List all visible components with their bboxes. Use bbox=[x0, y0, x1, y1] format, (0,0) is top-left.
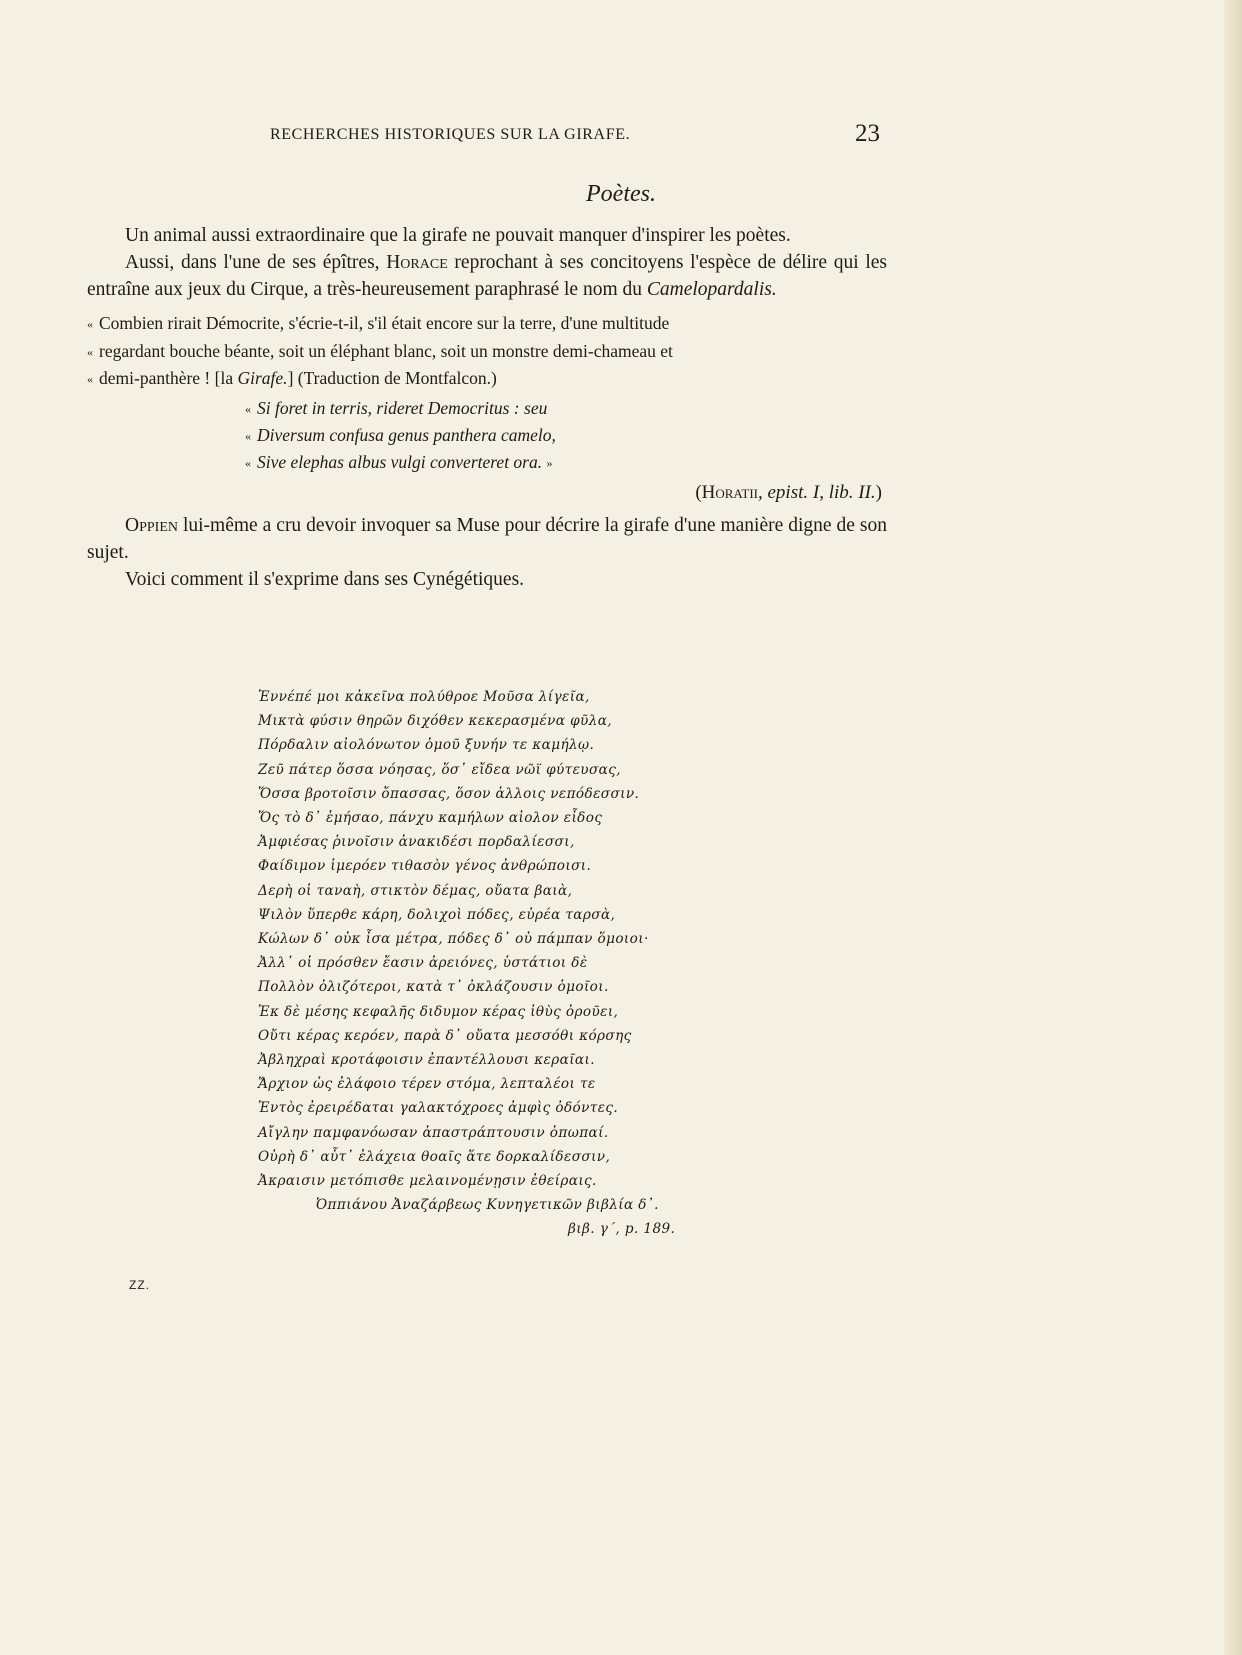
quote-mark: « bbox=[245, 455, 251, 470]
latin-line: « Diversum confusa genus panthera camelo, bbox=[245, 424, 556, 445]
paragraph-horace-text-after: reprochant à ses concitoyens l'espèce de délire qui les entraîne aux jeux du Cirque, a très-heureusement paraphrasé le nom du bbox=[87, 252, 887, 300]
greek-line: Ἐντὸς ἐρειρέδαται γαλακτόχροες ἀμφὶς ὀδόντες. bbox=[258, 1100, 619, 1117]
greek-line: Οὔτι κέρας κερόεν, παρὰ δ᾽ οὔατα μεσσόθι κόρσης bbox=[258, 1027, 632, 1044]
greek-line: Φαίδιμον ἱμερόεν τιθασὸν γένος ἀνθρώποισι. bbox=[258, 858, 592, 875]
running-head: RECHERCHES HISTORIQUES SUR LA GIRAFE. bbox=[270, 126, 631, 143]
paragraph-oppien: Oppien lui-même a cru devoir invoquer sa Muse pour décrire la girafe d'une manière digne de son sujet. bbox=[87, 514, 887, 563]
latin-line: « Si foret in terris, rideret Democritus : seu bbox=[245, 397, 548, 418]
greek-line: Ψιλὸν ὕπερθε κάρη, δολιχοὶ πόδες, εὐρέα ταρσὰ, bbox=[258, 906, 616, 923]
greek-verse bbox=[258, 685, 838, 1242]
greek-line: Ἀμφιέσας ῥινοῖσιν ἀνακιδέσι πορδαλίεσσι, bbox=[258, 834, 575, 851]
paragraph-horace bbox=[87, 249, 887, 303]
greek-line: Μικτὰ φύσιν θηρῶν διχόθεν κεκερασμένα φῦλα, bbox=[258, 713, 613, 730]
latin-line: « Sive elephas albus vulgi converteret ora. » bbox=[245, 451, 553, 472]
term-camelopardalis: Camelopardalis. bbox=[646, 279, 777, 300]
quote-line: « regardant bouche béante, soit un éléphant blanc, soit un monstre demi-chameau et bbox=[87, 340, 673, 361]
page-edge bbox=[1224, 0, 1242, 1655]
quote-line: « Combien rirait Démocrite, s'écrie-t-il, s'il était encore sur la terre, d'une multitude bbox=[87, 313, 670, 333]
greek-source-reference: Ὀππιάνου Ἀναζάρβεως Κυνηγετικῶν βιβλία δ᾽. bbox=[316, 1197, 659, 1214]
greek-line: Πολλὸν ὀλιζότεροι, κατὰ τ᾽ ὀκλάζουσιν ὁμοῖοι. bbox=[258, 979, 609, 996]
term-girafe: Girafe. bbox=[237, 368, 288, 388]
quote-line: « demi-panthère ! [la Girafe.] (Traduction de Montfalcon.) bbox=[87, 368, 497, 388]
greek-line: Δερὴ οἱ ταναὴ, στικτὸν δέμας, οὔατα βαιὰ, bbox=[258, 882, 573, 899]
greek-line: Οὐρὴ δ᾽ αὖτ᾽ ἐλάχεια θοαῖς ἅτε δορκαλίδεσσιν, bbox=[258, 1148, 611, 1165]
paragraph-horace-text-before: Aussi, dans l'une de ses épîtres, bbox=[125, 252, 387, 273]
greek-line: Ὅσσα βροτοῖσιν ὄπασσας, ὅσον ἀλλοις νεπόδεσσιν. bbox=[258, 785, 640, 802]
quote-mark: « bbox=[245, 401, 251, 416]
paragraph-cynegetiques: Voici comment il s'exprime dans ses Cynégétiques. bbox=[125, 568, 525, 590]
horace-attribution: (Horatii, epist. I, lib. II.) bbox=[695, 481, 882, 503]
greek-line: Ἀλλ᾽ οἱ πρόσθεν ἔασιν ἀρειόνες, ὑστάτιοι δὲ bbox=[258, 955, 588, 972]
author-horace: Horace bbox=[386, 252, 448, 273]
author-oppien: Oppien bbox=[125, 514, 178, 536]
greek-line: Ἐννέπέ μοι κἀκεῖνα πολύθροε Μοῦσα λίγεῖα, bbox=[258, 689, 590, 705]
latin-verse bbox=[87, 395, 887, 476]
quote-mark: « bbox=[87, 317, 93, 331]
printer-signature-mark: ZZ. bbox=[129, 1278, 150, 1292]
page-number: 23 bbox=[855, 120, 880, 147]
greek-line: Ἀκραισιν μετόπισθε μελαινομένῃσιν ἐθείραις. bbox=[258, 1173, 597, 1190]
french-translation-quote bbox=[87, 310, 887, 393]
quote-mark: « bbox=[245, 428, 251, 443]
citation-ref: , epist. I, lib. II. bbox=[757, 481, 876, 503]
author-horatii: Horatii bbox=[701, 481, 758, 503]
greek-line: Αἴγλην παμφανόωσαν ἀπαστράπτουσιν ὀπωπαί. bbox=[258, 1124, 609, 1141]
quote-mark: « bbox=[87, 344, 93, 359]
section-title: Poètes. bbox=[586, 181, 656, 207]
greek-page-reference: βιβ. γ´, p. 189. bbox=[568, 1221, 676, 1238]
quote-mark: « bbox=[87, 372, 93, 386]
greek-line: Ὅς τὸ δ᾽ ἐμήσαο, πάνχυ καμήλων αἰολον εἶδος bbox=[258, 810, 603, 827]
greek-line: Πόρδαλιν αἰολόνωτον ὁμοῦ ξυνήν τε καμήλῳ. bbox=[258, 737, 595, 754]
body-text bbox=[87, 222, 887, 593]
greek-line: Ζεῦ πάτερ ὅσσα νόησας, ὅσ᾽ εἴδεα νῶϊ φύτευσας, bbox=[258, 761, 621, 778]
page-header bbox=[270, 120, 880, 154]
greek-line: Ἐκ δὲ μέσης κεφαλῆς διδυμον κέρας ἰθὺς ὀροῦει, bbox=[258, 1003, 619, 1020]
greek-line: Κώλων δ᾽ οὐκ ἶσα μέτρα, πόδες δ᾽ οὐ πάμπαν ὅμοιοι· bbox=[258, 931, 649, 948]
greek-line: Ἀβληχραὶ κροτάφοισιν ἐπαντέλλουσι κεραῖαι. bbox=[258, 1052, 595, 1069]
greek-line: Ἄρχιον ὡς ἐλάφοιο τέρεν στόμα, λεπταλέοι τε bbox=[258, 1076, 596, 1093]
quote-mark-close: » bbox=[546, 455, 553, 470]
paragraph-intro: Un animal aussi extraordinaire que la girafe ne pouvait manquer d'inspirer les poètes. bbox=[125, 225, 791, 246]
